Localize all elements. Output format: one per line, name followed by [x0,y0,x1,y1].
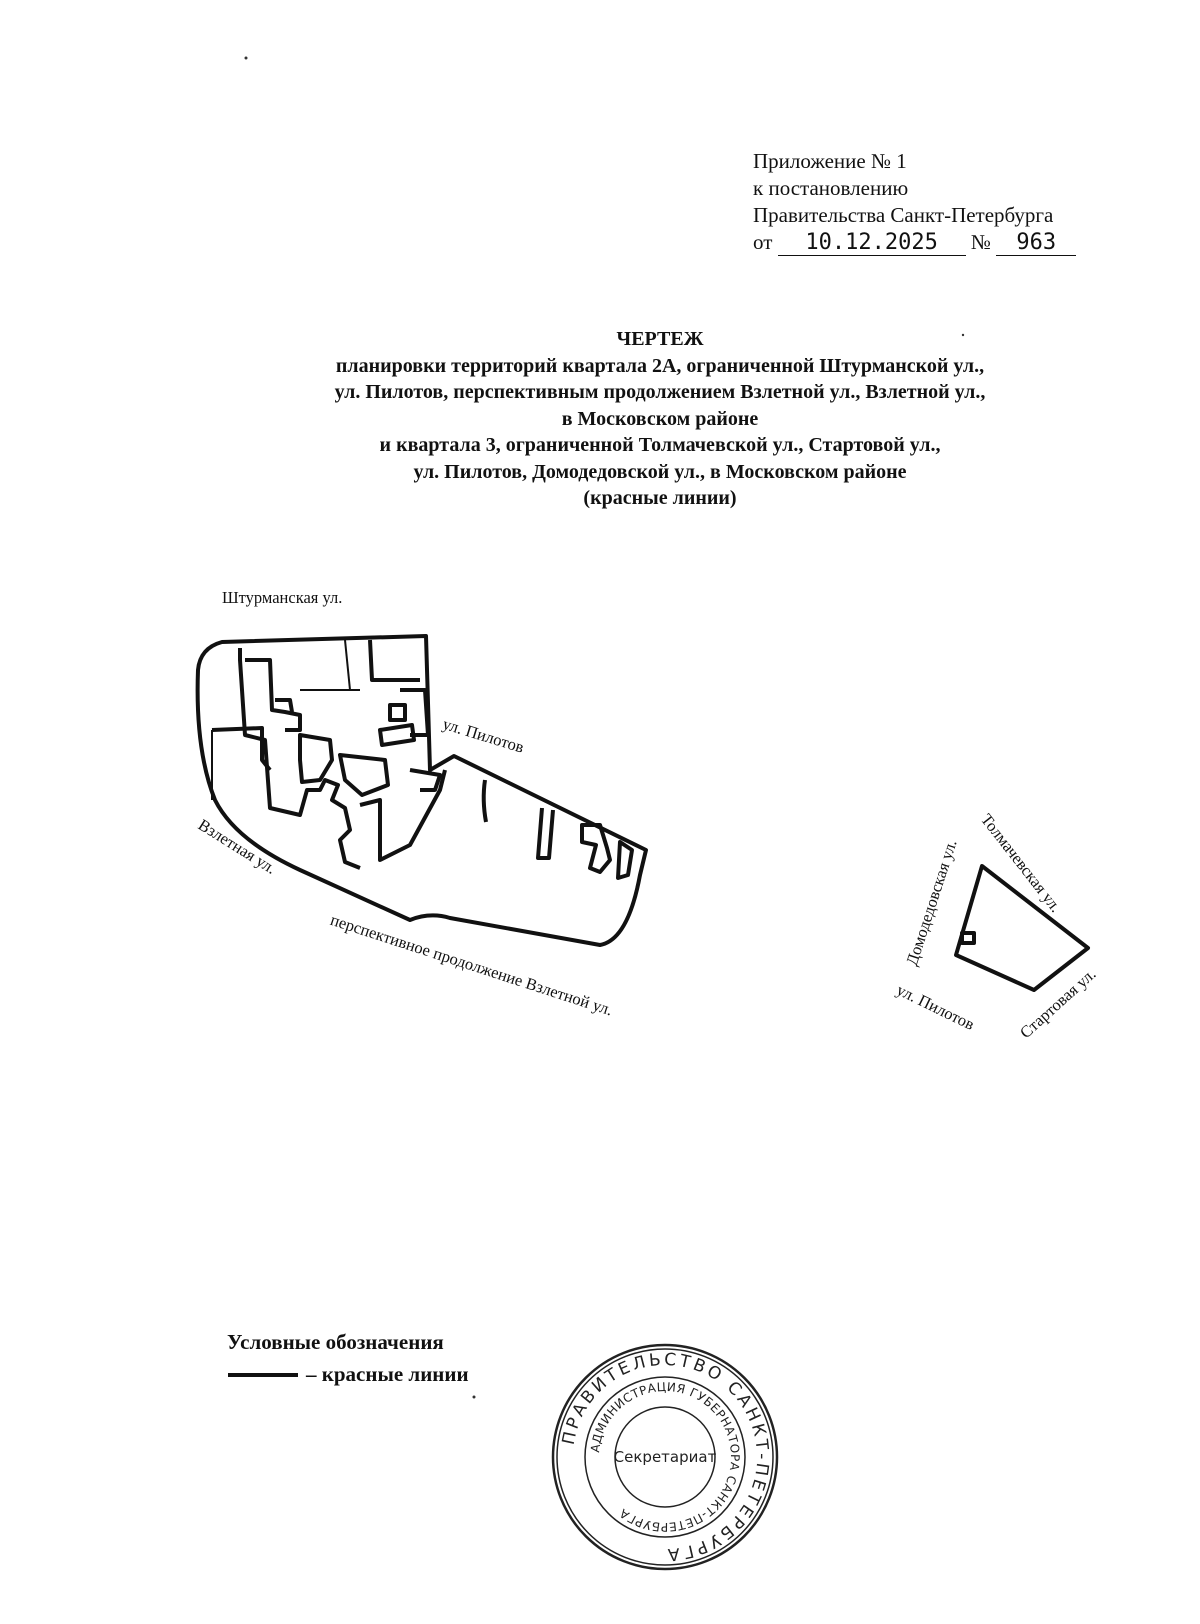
street-label-vzletnaya: Взлетная ул. [194,815,280,878]
annex-line-3: Правительства Санкт-Петербурга [753,203,1054,227]
stamp-outer-text: ПРАВИТЕЛЬСТВО САНКТ-ПЕТЕРБУРГА [558,1349,773,1565]
legend-item-label: – красные линии [306,1362,469,1386]
title-line-3: в Московском районе [561,407,759,430]
annex-line-1: Приложение № 1 [753,149,907,173]
title-line-4: и квартала 3, ограниченной Толмачевской ул., Стартовой ул., [379,434,941,456]
legend-title: Условные обозначения [227,1330,444,1354]
street-label-tolmachevskaya: Толмачевская ул. [977,810,1066,916]
street-label-domodedovskaya: Домодедовская ул. [902,837,961,968]
street-label-pilotov-1: ул. Пилотов [440,714,527,757]
street-label-startovaya: Стартовая ул. [1016,964,1100,1043]
title-line-2: ул. Пилотов, перспективным продолжением Взлетной ул., Взлетной ул., [334,381,986,403]
date-prefix: от [753,230,773,254]
title-line-6: (красные линии) [583,487,737,509]
official-stamp [550,1342,780,1572]
document-number: 963 [996,231,1076,256]
number-prefix: № [970,230,991,254]
title-line-1: планировки территорий квартала 2А, ограниченной Штурманской ул., [335,354,985,377]
title-line-5: ул. Пилотов, Домодедовской ул., в Московском районе [413,460,907,483]
stamp-center-text: Секретариат [613,1448,717,1466]
legend-item-red-lines [228,1362,469,1387]
title-heading: ЧЕРТЕЖ [616,328,704,350]
annex-line-2: к постановлению [753,176,909,200]
street-label-perspective: перспективное продолжение Взлетной ул. [328,910,616,1020]
street-label-pilotov-2: ул. Пилотов [893,980,978,1034]
quarter-2a-red-lines [198,636,646,945]
quarter-3-red-lines [956,866,1088,990]
legend-line-sample [228,1373,298,1377]
stamp-inner-text: АДМИНИСТРАЦИЯ ГУБЕРНАТОРА САНКТ-ПЕТЕРБУРГА [588,1379,743,1535]
street-label-shturmanskaya: Штурманская ул. [222,588,343,607]
document-date: 10.12.2025 [778,231,966,256]
